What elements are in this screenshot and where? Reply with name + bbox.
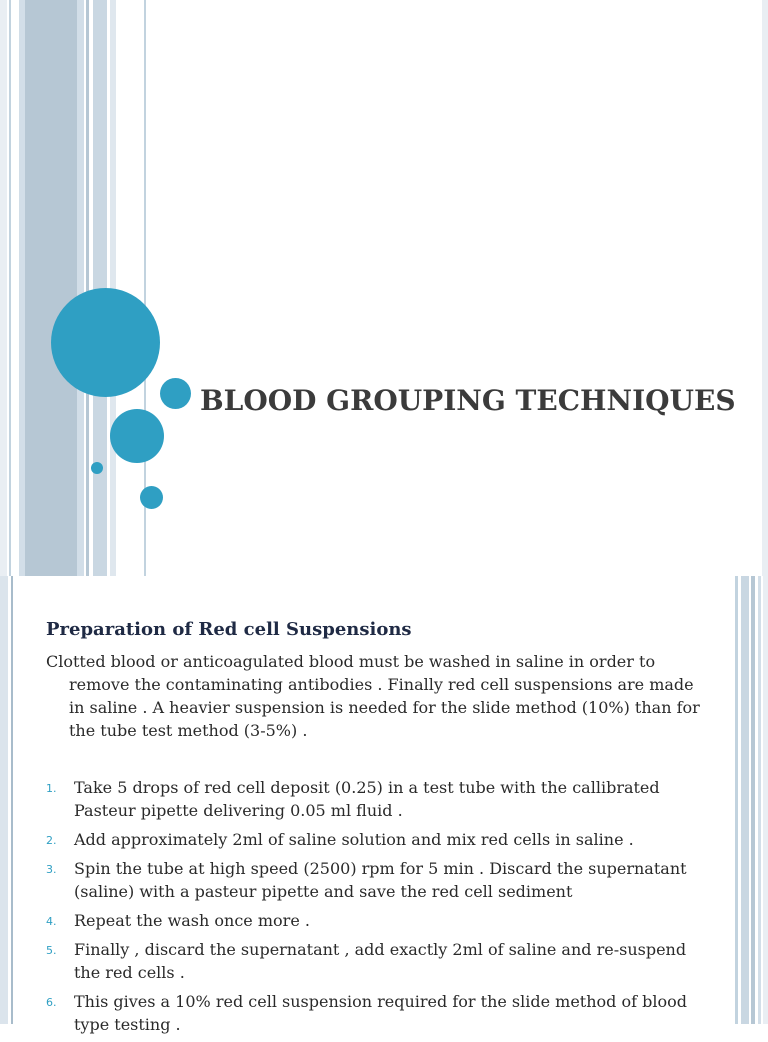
list-item xyxy=(46,938,696,984)
list-item-text: Add approximately 2ml of saline solution and mix red cells in saline . xyxy=(74,830,634,849)
decorative-stripe xyxy=(9,0,11,576)
slide-edge-left xyxy=(0,0,7,576)
decorative-circle-small xyxy=(140,486,163,509)
decorative-stripe xyxy=(25,0,77,576)
content-slide xyxy=(0,576,768,1034)
decorative-circle-tiny xyxy=(91,462,103,474)
slide-title: BLOOD GROUPING TECHNIQUES xyxy=(200,384,736,417)
list-item-text: Spin the tube at high speed (2500) rpm for 5 min . Discard the supernatant (saline) with a pasteur pipette and save the red cell sediment xyxy=(74,859,687,901)
decorative-stripe xyxy=(758,576,761,1024)
list-item xyxy=(46,828,696,851)
list-number: 4. xyxy=(46,915,57,928)
steps-list xyxy=(46,776,696,1042)
slide-edge-right xyxy=(762,0,768,576)
list-number: 5. xyxy=(46,944,57,957)
decorative-stripe xyxy=(763,576,768,1024)
section-heading: Preparation of Red cell Suspensions xyxy=(46,619,412,640)
list-item xyxy=(46,857,696,903)
decorative-stripe xyxy=(86,0,89,576)
decorative-stripe xyxy=(741,576,749,1024)
list-item-text: This gives a 10% red cell suspension required for the slide method of blood type testing . xyxy=(74,992,688,1034)
list-item xyxy=(46,776,696,822)
decorative-stripe xyxy=(11,576,13,1024)
list-item xyxy=(46,909,696,932)
decorative-stripe xyxy=(735,576,738,1024)
intro-paragraph: Clotted blood or anticoagulated blood must be washed in saline in order to remove the contaminating antibodies . Finally red cell suspensions are made in saline . A heavier suspension is needed for the slide method (10%) than for the tube test method (3-5%) . xyxy=(46,652,700,740)
list-item-text: Repeat the wash once more . xyxy=(74,911,310,930)
decorative-circle-small xyxy=(160,378,191,409)
list-item-text: Take 5 drops of red cell deposit (0.25) in a test tube with the callibrated Pasteur pipette delivering 0.05 ml fluid . xyxy=(74,778,660,820)
list-item-text: Finally , discard the supernatant , add exactly 2ml of saline and re-suspend the red cells . xyxy=(74,940,687,982)
decorative-circle-medium xyxy=(110,409,164,463)
list-number: 6. xyxy=(46,996,57,1009)
list-number: 1. xyxy=(46,782,57,795)
list-number: 2. xyxy=(46,834,57,847)
decorative-stripe xyxy=(77,0,84,576)
slide-edge-left xyxy=(0,576,8,1024)
list-item xyxy=(46,990,696,1036)
decorative-stripe xyxy=(751,576,755,1024)
decorative-circle-large xyxy=(51,288,160,397)
list-number: 3. xyxy=(46,863,57,876)
